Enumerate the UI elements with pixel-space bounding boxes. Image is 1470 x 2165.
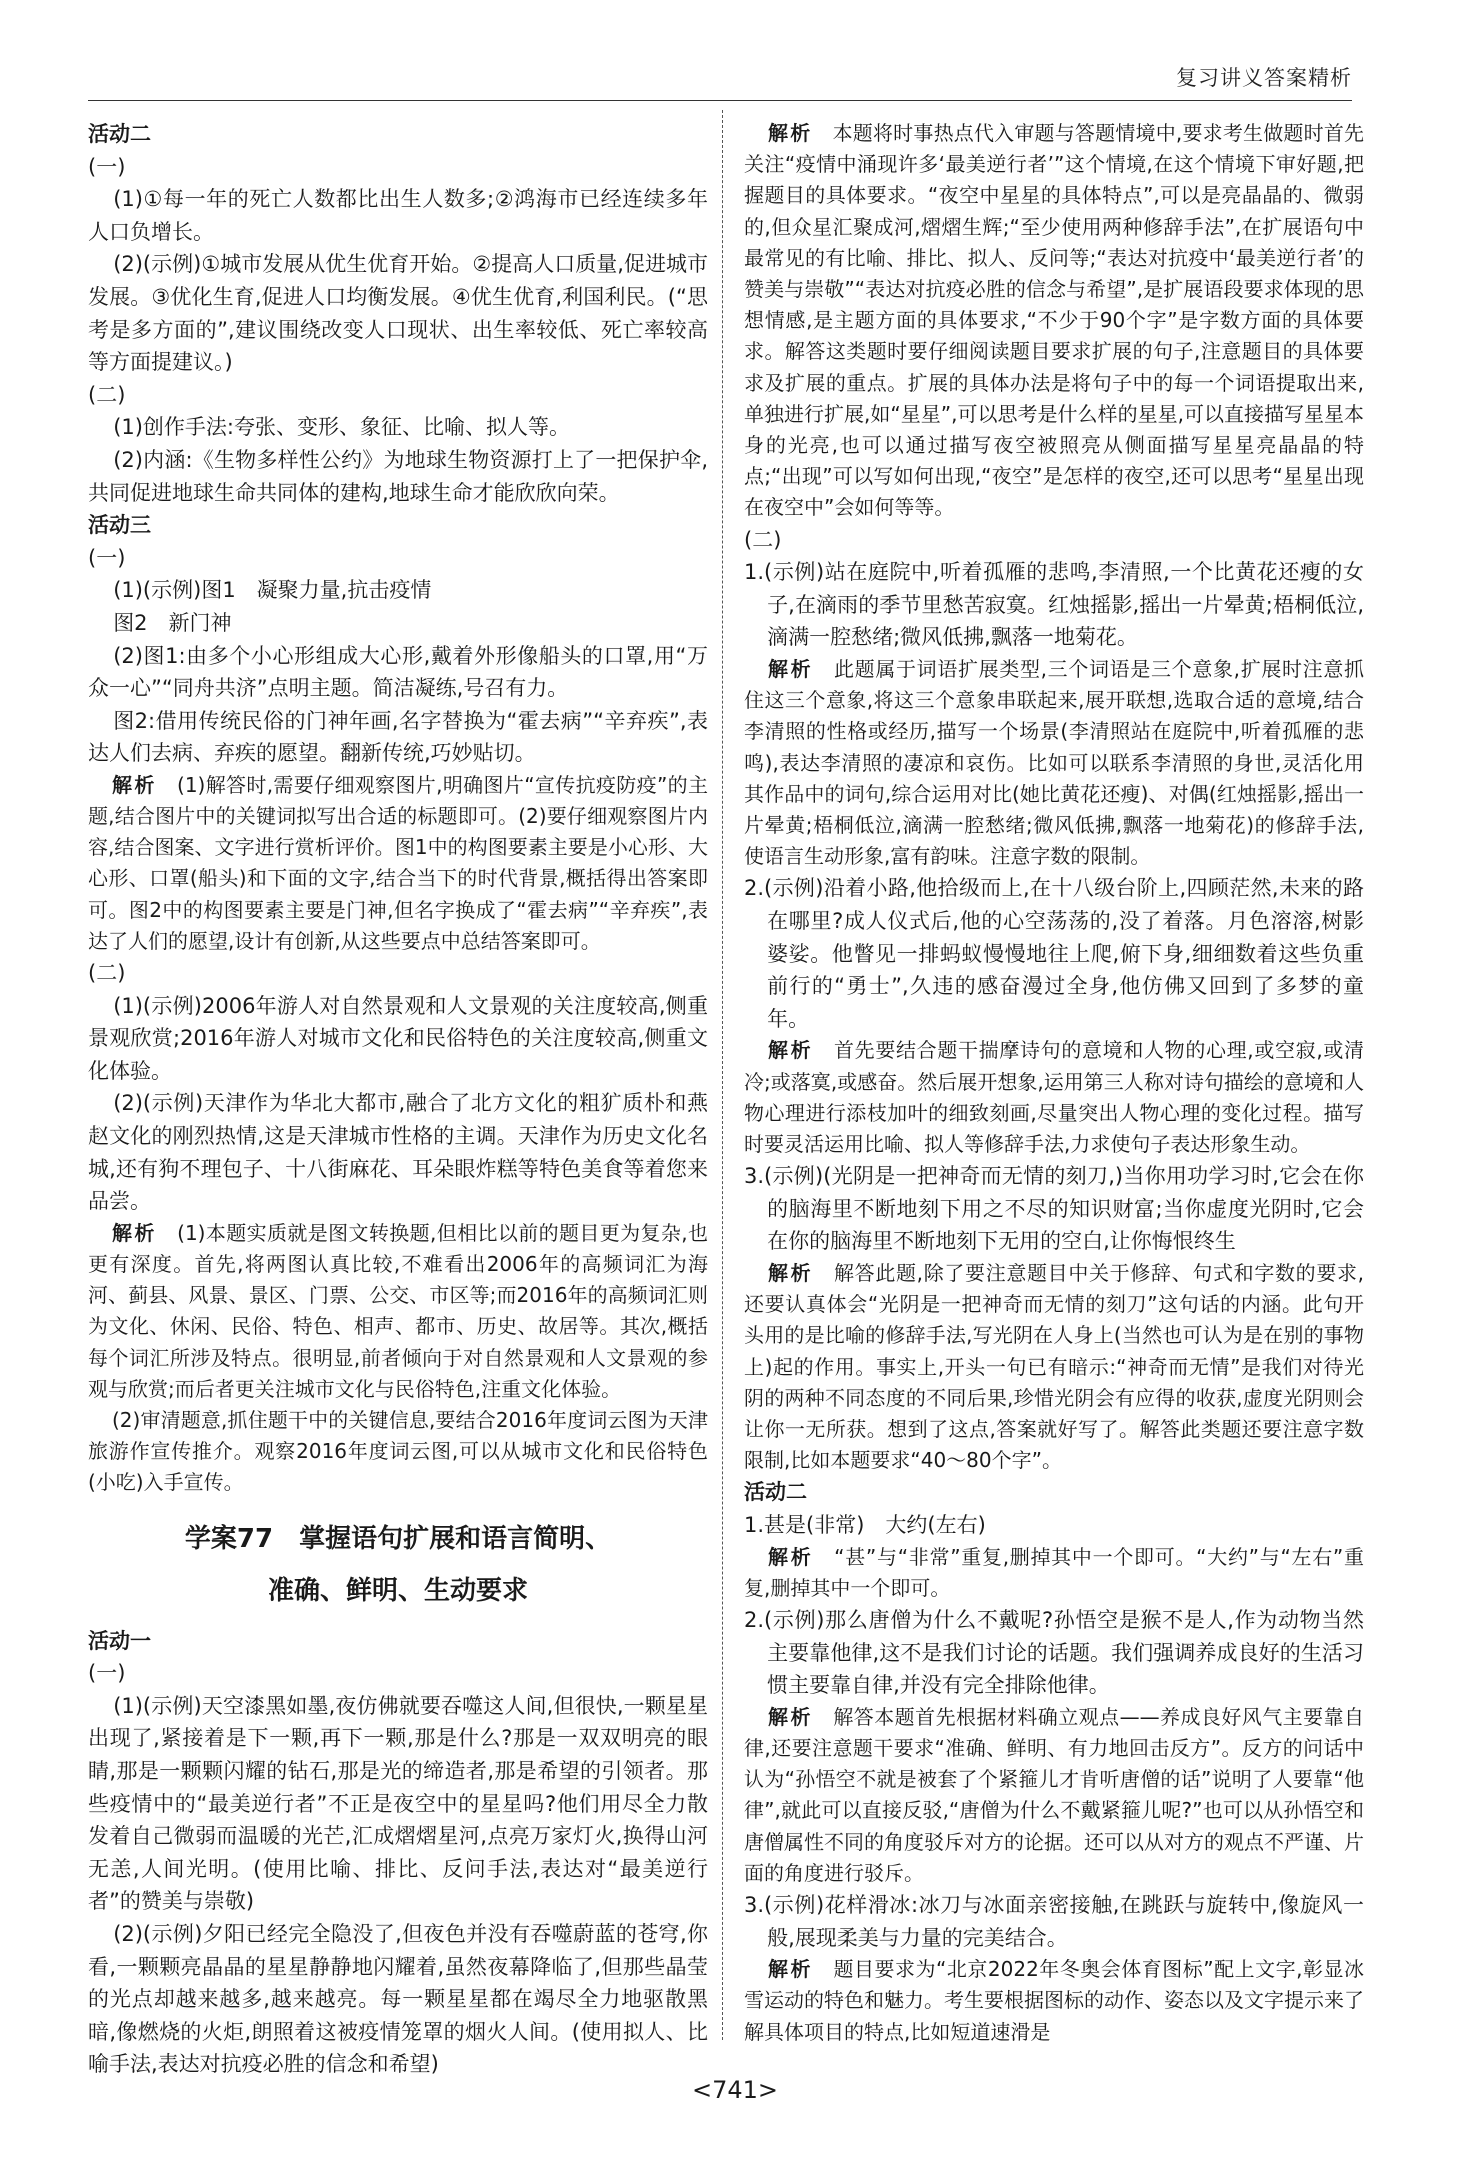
analysis-label: 解析: [768, 1704, 813, 1729]
analysis-paragraph: [744, 1702, 1364, 1889]
header-rule: [88, 100, 1352, 101]
left-column: [88, 118, 708, 2081]
analysis-label: 解析: [768, 657, 814, 682]
section-heading: 活动三: [88, 513, 151, 538]
analysis-text: “甚”与“非常”重复,删掉其中一个即可。“大约”与“左右”重复,删掉其中一个即可。: [744, 1544, 1365, 1600]
analysis-paragraph: [744, 1954, 1364, 2048]
subsection-label: (二): [88, 382, 126, 407]
analysis-text: (1)本题实质就是图文转换题,但相比以前的题目更为复杂,也更有深度。首先,将两图认真比较,不难看出2006年的高频词汇为海河、蓟县、风景、景区、门票、公交、市区等;而2016年的高频词汇则为文化、休闲、民俗、特色、相声、都市、历史、故居等。其次,概括每个词汇所涉及特点。很明显,前者倾向于对自然景观和人文景观的参观与欣赏;而后者更关注城市文化与民俗特色,注重文化体验。: [88, 1220, 709, 1401]
answer-paragraph: (1)创作手法:夸张、变形、象征、比喻、拟人等。: [113, 415, 571, 440]
answer-paragraph: (1)(示例)2006年游人对自然景观和人文景观的关注度较高,侧重景观欣赏;2016年游人对城市文化和民俗特色的关注度较高,侧重文化体验。: [88, 993, 708, 1083]
analysis-label: 解析: [768, 121, 813, 145]
answer-paragraph: (2)内涵:《生物多样性公约》为地球生物资源打上了一把保护伞,共同促进地球生命共同体的建构,地球生命才能欣欣向荣。: [88, 447, 708, 505]
analysis-label: 解析: [768, 1261, 814, 1285]
answer-item: 3.(示例)(光阴是一把神奇而无情的刻刀,)当你用功学习时,它会在你的脑海里不断地刻下用之不尽的知识财富;当你虚度光阴时,它会在你的脑海里不断地刻下无用的空白,让你悔恨终生: [744, 1164, 1364, 1254]
answer-item: 1.(示例)站在庭院中,听着孤雁的悲鸣,李清照,一个比黄花还瘦的女子,在滴雨的季节里愁苦寂寞。红烛摇影,摇出一片晕黄;梧桐低泣,滴满一腔愁绪;微风低拂,飘落一地菊花。: [744, 560, 1364, 650]
running-head: 复习讲义答案精析: [1176, 66, 1352, 90]
analysis-paragraph: [744, 1035, 1364, 1160]
analysis-paragraph: [88, 1218, 708, 1405]
answer-item: 1.甚是(非常) 大约(左右): [744, 1513, 986, 1538]
answer-item: 2.(示例)沿着小路,他拾级而上,在十八级台阶上,四顾茫然,未来的路在哪里?成人仪式后,他的心空荡荡的,没了着落。月色溶溶,树影婆娑。他瞥见一排蚂蚁慢慢地往上爬,俯下身,细细数着这些负重前行的“勇士”,久违的感奋漫过全身,他仿佛又回到了多梦的童年。: [744, 876, 1364, 1031]
subsection-label: (一): [88, 154, 126, 179]
answer-item: 3.(示例)花样滑冰:冰刀与冰面亲密接触,在跳跃与旋转中,像旋风一般,展现柔美与力量的完美结合。: [744, 1893, 1364, 1950]
analysis-text: 此题属于词语扩展类型,三个词语是三个意象,扩展时注意抓住这三个意象,将这三个意象串联起来,展开联想,选取合适的意境,结合李清照的性格或经历,描写一个场景(李清照站在庭院中,听着孤雁的悲鸣),表达李清照的凄凉和哀伤。比如可以联系李清照的身世,灵活化用其作品中的词句,综合运用对比(她比黄花还瘦)、对偶(红烛摇影,摇出一片晕黄;梧桐低泣,滴满一腔愁绪;微风低拂,飘落一地菊花)的修辞手法,使语言生动形象,富有韵味。注意字数的限制。: [744, 657, 1365, 869]
analysis-label: 解析: [768, 1038, 814, 1063]
analysis-label: 解析: [112, 1220, 157, 1245]
subsection-label: (一): [88, 545, 126, 570]
analysis-text: 本题将时事热点代入审题与答题情境中,要求考生做题时首先关注“疫情中涌现许多‘最美逆行者’”这个情境,在这个情境下审好题,把握题目的具体要求。“夜空中星星的具体特点”,可以是亮晶晶的、微弱的,但众星汇聚成河,熠熠生辉;“至少使用两种修辞手法”,在扩展语句中最常见的有比喻、排比、拟人、反问等;“表达对抗疫中‘最美逆行者’的赞美与崇敬”“表达对抗疫必胜的信念与希望”,是扩展语段要求体现的思想情感,是主题方面的具体要求,“不少于90个字”是字数方面的具体要求。解答这类题时要仔细阅读题目要求扩展的句子,注意题目的具体要求及扩展的重点。扩展的具体办法是将句子中的每一个词语提取出来,单独进行扩展,如“星星”,可以思考是什么样的星星,可以直接描写星星本身的光亮,也可以通过描写夜空被照亮从侧面描写星星亮晶晶的特点;“出现”可以写如何出现,“夜空”是怎样的夜空,还可以思考“星星出现在夜空中”会如何等等。: [744, 121, 1365, 520]
analysis-text: 解答本题首先根据材料确立观点——养成良好风气主要靠自律,还要注意题干要求“准确、鲜明、有力地回击反方”。反方的问话中认为“孙悟空不就是被套了个紧箍儿才肯听唐僧的话”说明了人要靠“他律”,就此可以直接反驳,“唐僧为什么不戴紧箍儿呢?”也可以从孙悟空和唐僧属性不同的角度驳斥对方的论据。还可以从对方的观点不严谨、片面的角度进行驳斥。: [744, 1704, 1365, 1885]
answer-paragraph: (1)(示例)天空漆黑如墨,夜仿佛就要吞噬这人间,但很快,一颗星星出现了,紧接着是下一颗,再下一颗,那是什么?那是一双双明亮的眼睛,那是一颗颗闪耀的钻石,那是光的缔造者,那是希望的引领者。那些疫情中的“最美逆行者”不正是夜空中的星星吗?他们用尽全力散发着自己微弱而温暖的光芒,汇成熠熠星河,点亮万家灯火,换得山河无恙,人间光明。(使用比喻、排比、反问手法,表达对“最美逆行者”的赞美与崇敬): [88, 1693, 708, 1914]
analysis-paragraph: [744, 654, 1364, 872]
analysis-paragraph: (2)审清题意,抓住题干中的关键信息,要结合2016年度词云图为天津旅游作宣传推介。观察2016年度词云图,可以从城市文化和民俗特色(小吃)入手宣传。: [88, 1408, 708, 1495]
answer-item: 2.(示例)那么唐僧为什么不戴呢?孙悟空是猴不是人,作为动物当然主要靠他律,这不是我们讨论的话题。我们强调养成良好的生活习惯主要靠自律,并没有完全排除他律。: [744, 1608, 1364, 1698]
analysis-text: 首先要结合题干揣摩诗句的意境和人物的心理,或空寂,或清冷;或落寞,或感奋。然后展开想象,运用第三人称对诗句描绘的意境和人物心理进行添枝加叶的细致刻画,尽量突出人物心理的变化过程。描写时要灵活运用比喻、拟人等修辞手法,力求使句子表达形象生动。: [744, 1038, 1365, 1157]
section-heading: 活动二: [744, 1480, 807, 1505]
answer-paragraph: 图2:借用传统民俗的门神年画,名字替换为“霍去病”“辛弃疾”,表达人们去病、弃疾的愿望。翻新传统,巧妙贴切。: [88, 708, 708, 766]
analysis-paragraph: [88, 770, 708, 957]
analysis-label: 解析: [768, 1957, 814, 1982]
answer-paragraph: (1)①每一年的死亡人数都比出生人数多;②鸿海市已经连续多年人口负增长。: [88, 187, 708, 244]
answer-paragraph: (2)(示例)①城市发展从优生优育开始。②提高人口质量,促进城市发展。③优化生育,促进人口均衡发展。④优生优育,利国利民。(“思考是多方面的”,建议围绕改变人口现状、出生率较低、死亡率较高等方面提建议。): [88, 252, 708, 375]
page-number: <741>: [691, 2076, 779, 2104]
lesson-title-line-2: 准确、鲜明、生动要求: [267, 1575, 528, 1606]
answer-paragraph: 图2 新门神: [113, 610, 232, 635]
section-heading: 活动一: [88, 1628, 151, 1653]
analysis-text: 解答此题,除了要注意题目中关于修辞、句式和字数的要求,还要认真体会“光阴是一把神奇而无情的刻刀”这句话的内涵。此句开头用的是比喻的修辞手法,写光阴在人身上(当然也可认为是在别的事物上)起的作用。事实上,开头一句已有暗示:“神奇而无情”是我们对待光阴的两种不同态度的不同后果,珍惜光阴会有应得的收获,虚度光阴则会让你一无所获。想到了这点,答案就好写了。解答此类题还要注意字数限制,比如本题要求“40～80个字”。: [744, 1261, 1365, 1473]
lesson-title: [88, 1513, 708, 1617]
analysis-paragraph: [744, 118, 1364, 524]
right-column: [744, 118, 1364, 2048]
analysis-paragraph: [744, 1542, 1364, 1604]
answer-paragraph: (2)(示例)夕阳已经完全隐没了,但夜色并没有吞噬蔚蓝的苍穹,你看,一颗颗亮晶晶的星星静静地闪耀着,虽然夜幕降临了,但那些晶莹的光点却越来越多,越来越亮。每一颗星星都在竭尽全力地驱散黑暗,像燃烧的火炬,朗照着这被疫情笼罩的烟火人间。(使用拟人、比喻手法,表达对抗疫必胜的信念和希望): [88, 1922, 708, 2077]
analysis-text: 题目要求为“北京2022年冬奥会体育图标”配上文字,彰显冰雪运动的特色和魅力。考生要根据图标的动作、姿态以及文字提示来了解具体项目的特点,比如短道速滑是: [744, 1957, 1365, 2044]
analysis-label: 解析: [112, 772, 157, 797]
answer-paragraph: (2)图1:由多个小心形组成大心形,戴着外形像船头的口罩,用“万众一心”“同舟共济”点明主题。简洁凝练,号召有力。: [88, 643, 708, 701]
answer-paragraph: (2)(示例)天津作为华北大都市,融合了北方文化的粗犷质朴和燕赵文化的刚烈热情,这是天津城市性格的主调。天津作为历史文化名城,还有狗不理包子、十八街麻花、耳朵眼炸糕等特色美食等着您来品尝。: [88, 1091, 708, 1214]
analysis-label: 解析: [768, 1544, 814, 1569]
lesson-title-line-1: 学案77 掌握语句扩展和语言简明、: [184, 1523, 612, 1554]
subsection-label: (二): [88, 961, 126, 986]
analysis-text: (1)解答时,需要仔细观察图片,明确图片“宣传抗疫防疫”的主题,结合图片中的关键词拟写出合适的标题即可。(2)要仔细观察图片内容,结合图案、文字进行赏析评价。图1中的构图要素主要是小心形、大心形、口罩(船头)和下面的文字,结合当下的时代背景,概括得出答案即可。图2中的构图要素主要是门神,但名字换成了“霍去病”“辛弃疾”,表达了人们的愿望,设计有创新,从这些要点中总结答案即可。: [88, 772, 708, 953]
answer-paragraph: (1)(示例)图1 凝聚力量,抗击疫情: [113, 578, 432, 603]
column-divider: [722, 110, 723, 2040]
subsection-label: (二): [744, 527, 782, 552]
section-heading: 活动二: [88, 122, 151, 146]
subsection-label: (一): [88, 1661, 126, 1686]
analysis-paragraph: [744, 1258, 1364, 1476]
